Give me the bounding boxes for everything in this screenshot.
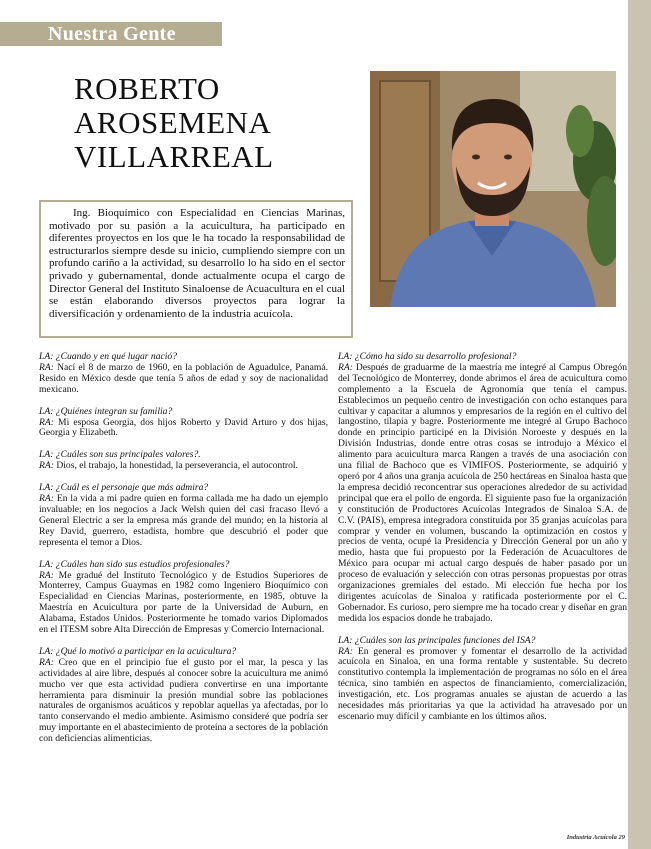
section-label: Nuestra Gente <box>48 23 176 45</box>
intro-box <box>39 200 353 338</box>
answer <box>39 571 328 636</box>
question: LA: ¿Qué lo motivó a participar en la acuicultura? <box>39 645 237 657</box>
question: LA: ¿Cuál es el personaje que más admira? <box>39 482 209 494</box>
question: LA: ¿Cómo ha sido su desarrollo profesional? <box>338 351 517 362</box>
answer-tag: RA: <box>39 493 54 505</box>
qa-item <box>338 352 627 625</box>
qa-item <box>39 560 328 636</box>
answer-tag: RA: <box>338 645 353 657</box>
right-margin-bar <box>628 0 651 849</box>
qa-item <box>39 483 328 548</box>
qa-item <box>39 352 328 396</box>
answer-text: Me gradué del Instituto Tecnológico y de Estudios Superiores de Monterrey, Campus Guaymas en 1982 como Ingeniero Bioquímico con Especialidad en Ciencias Marinas, posteriormente, en 1985, obtuve la Maestría en Acuicultura por parte de la Universidad de Auburn, en Alabama, Estados Unidos. Posteriormente he tomado varios Diplomados en el ITESM sobre Alta Dirección de Empresas y Comercio Internacional. <box>39 569 328 636</box>
answer-text: Después de graduarme de la maestría me integré al Campus Obregón del Tecnológico de Monterrey, donde abrimos el área de acuicultura como complemento a la Escuela de Agronomía que tenía el campus. Establecimos un pequeño centro de investigación con ocho estanques para cultivar y capacitar a alumnos y empresarios de la región en el cultivo del langostino, tilapia y bagre. Posteriormente me integré al Grupo Bachoco donde en principio participé en la División Noroeste y después en la División Industrias, donde entre otras cosas se introdujo a México el alimento para acuicultura marca Rangen a través de una asociación con una filial de Bachoco que es VIMIFOS. Posteriormente, se adquirió y operó por 4 años una granja acuícola de 250 hectáreas en Sinaloa hasta que la empresa decidió reconcentrar sus operaciones alrededor de su actividad principal que era el pollo de engorda. El siguiente paso fue la organización y constitución de Productores Acuícolas Integrados de Sinaloa S.A. de C.V. (PAIS), empresa integradora constituida por 35 granjas acuícolas para comprar y vender en volumen, buscando la optimización en costos y precios de venta, ocupé la Presidencia y Dirección General por un año y medio, hasta que fui propuesto por la Federación de Acuacultores de México para ocupar mi actual cargo después de haber pasado por un proceso de evaluación y selección con otras personas propuestas por otras organizaciones gremiales del estado. Mi elección fue hecha por los dirigentes acuícolas de Sinaloa y ratificada posteriormente por el C. Gobernador. Es curioso, pero siempre me ha tocado crear y diseñar en gran medida los espacios donde he trabajado. <box>338 361 627 624</box>
qa-item <box>39 450 328 472</box>
answer-text: En general es promover y fomentar el desarrollo de la actividad acuícola en Sinaloa, en una forma rentable y sustentable. Su decreto constitutivo contempla la implementación de programas no sólo en el área técnica, sino también en aspectos de financiamiento, comercialización, investigación, etc. Los programas anuales se ajustan de acuerdo a las necesidades más prioritarias ya que la actividad ha atravesado por un escenario muy difícil y cambiante en los últimos años. <box>338 645 627 722</box>
answer-text: En la vida a mi padre quien en forma callada me ha dado un ejemplo invaluable; en los negocios a Jack Welsh quien del casi fracaso llevó a General Electric a ser la empresa más grande del mundo; en la historia al Rey David, guerrero, estadista, hombre que descubrió el poder que representa el temor a Dios. <box>39 493 328 548</box>
title-line-3: VILLARREAL <box>74 139 274 174</box>
answer-text: Nací el 8 de marzo de 1960, en la población de Aguadulce, Panamá. Resido en México desde que tenía 5 años de edad y soy de nacionalidad mexicano. <box>39 361 328 395</box>
answer <box>39 418 328 440</box>
answer-text: Dios, el trabajo, la honestidad, la perseverancia, el autocontrol. <box>53 460 298 472</box>
question: LA: ¿Cuáles son sus principales valores?. <box>39 449 201 461</box>
answer-tag: RA: <box>39 460 54 472</box>
answer <box>39 494 328 549</box>
answer-tag: RA: <box>39 416 54 428</box>
answer-text: Creo que en el principio fue el gusto por el mar, la pesca y las actividades al aire libre, después al conocer sobre la acuicultura me animó mucho ver que esta actividad pudiera convertirse en una importante herramienta para disminuir la presión mundial sobre las poblaciones naturales de organismos acuáticos y repoblar aquellas ya afectadas, por lo tanto conservando el medio ambiente. Asimismo consideré que podría ser muy importante en el abastecimiento de proteína a sectores de la población con deficiencias alimenticias. <box>39 656 328 745</box>
left-column <box>39 352 328 756</box>
question: LA: ¿Cuáles han sido sus estudios profesionales? <box>39 558 230 570</box>
qa-item <box>39 647 328 745</box>
question: LA: ¿Cuando y en qué lugar nació? <box>39 351 178 362</box>
answer <box>338 647 627 723</box>
title-line-1: ROBERTO <box>74 71 220 106</box>
answer <box>39 363 328 396</box>
page-footer: Industria Acuícola 29 <box>566 834 625 841</box>
qa-item <box>338 636 627 723</box>
right-column <box>338 352 627 734</box>
title-line-2: AROSEMENA <box>74 105 272 140</box>
portrait-photo <box>370 71 616 307</box>
page-title <box>74 72 274 174</box>
answer-text: Mi esposa Georgia, dos hijos Roberto y David Arturo y dos hijas, Georgia y Elizabeth. <box>39 416 328 439</box>
question: LA: ¿Cuáles son las principales funciones del ISA? <box>338 634 536 646</box>
answer <box>39 461 328 472</box>
answer-tag: RA: <box>338 361 353 373</box>
answer-tag: RA: <box>39 361 54 373</box>
answer <box>39 658 328 745</box>
answer <box>338 363 627 625</box>
answer-tag: RA: <box>39 569 54 581</box>
answer-tag: RA: <box>39 656 54 668</box>
intro-text: Ing. Bioquímico con Especialidad en Ciencias Marinas, motivado por su pasión a la acuicultura, ha participado en diferentes proyectos en los que le ha tocado la responsabilidad de estructurarlos siempre desde su inicio, cumpliendo siempre con un profundo cariño a la actividad, su desarrollo lo ha sido en el sector privado y gubernamental, donde actualmente ocupa el cargo de Director General del Instituto Sinaloense de Acuacultura en el cual se están elaborando diversos proyectos para lograr la diversificación y ordenamiento de la industria acuícola. <box>49 207 345 320</box>
section-tab <box>0 22 222 46</box>
qa-item <box>39 407 328 440</box>
question: LA: ¿Quiénes integran su familia? <box>39 405 173 417</box>
portrait-illustration <box>370 71 616 307</box>
